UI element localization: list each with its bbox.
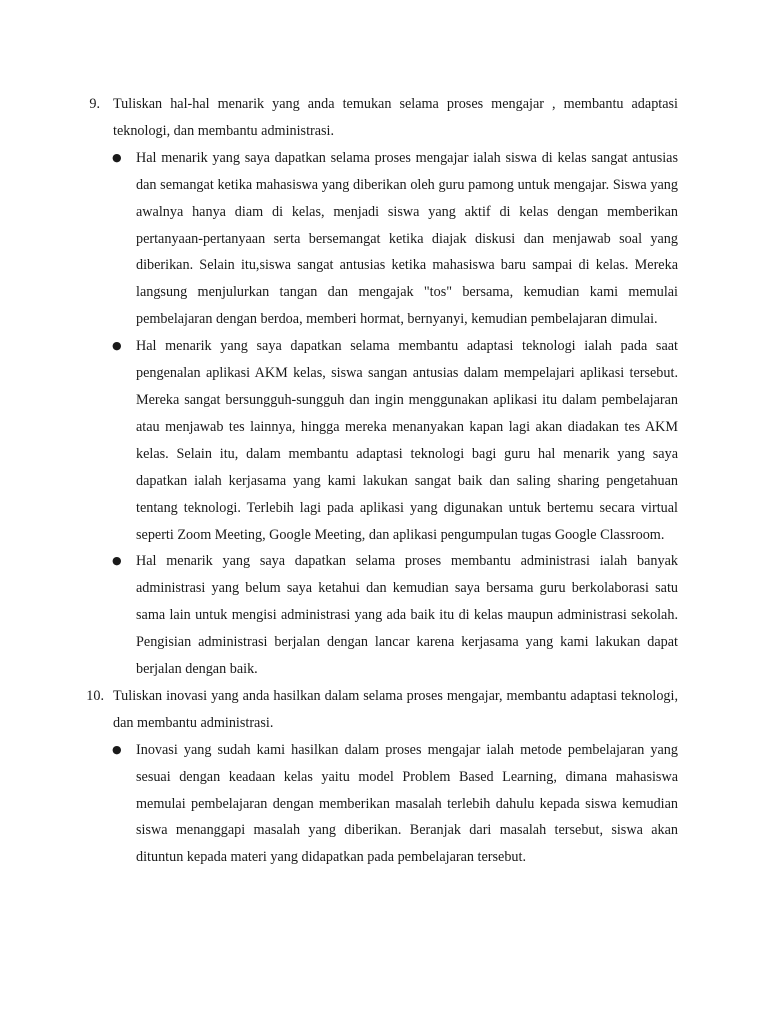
answer-list (0, 145, 768, 683)
answer-text: Hal menarik yang saya dapatkan selama membantu adaptasi teknologi ialah pada saat pengenalan aplikasi AKM kelas, siswa sangan antusias dalam mempelajari aplikasi tersebut. Mereka sangat bersungguh-sungguh dan ingin menggunakan aplikasi itu dalam pembelajaran atau menjawab tes lainnya, hingga mereka menanyakan kapan lagi akan diadakan tes AKM kelas. Selain itu, dalam membantu adaptasi teknologi bagi guru hal menarik yang saya dapatkan ialah kerjasama yang kami lakukan sangat baik dan saling sharing pengetahuan tentang teknologi. Terlebih lagi pada aplikasi yang digunakan untuk bertemu secara virtual seperti Zoom Meeting, Google Meeting, dan aplikasi pengumpulan tugas Google Classroom. (136, 338, 678, 543)
list-item (0, 548, 678, 683)
question-number: 9. (89, 96, 100, 112)
answer-text: Inovasi yang sudah kami hasilkan dalam proses mengajar ialah metode pembelajaran yang sesuai dengan keadaan kelas yaitu model Problem Based Learning, dimana mahasiswa memulai pembelajaran dengan memberikan masalah terlebih dahulu kepada siswa kemudian siswa menanggapi masalah yang diberikan. Beranjak dari masalah tersebut, siswa akan dituntun kepada materi yang didapatkan pada pembelajaran tersebut. (136, 741, 678, 866)
answer-list (0, 737, 768, 872)
list-item (0, 737, 678, 872)
answer-text: Hal menarik yang saya dapatkan selama proses membantu administrasi ialah banyak administrasi yang belum saya ketahui dan kemudian saya bersama guru berkolaborasi satu sama lain untuk mengisi administrasi yang ada baik itu di kelas maupun administrasi sekolah. Pengisian administrasi berjalan dengan lancar karena kerjasama yang kami lakukan dapat berjalan dengan baik. (136, 553, 678, 678)
bullet-icon: ● (112, 150, 122, 164)
list-item (0, 333, 678, 548)
list-item (0, 145, 678, 333)
answer-text: Hal menarik yang saya dapatkan selama proses mengajar ialah siswa di kelas sangat antusias dan semangat ketika mahasiswa yang diberikan oleh guru pamong untuk mengajar. Siswa yang awalnya hanya diam di kelas, menjadi siswa yang aktif di kelas dengan memberikan pertanyaan-pertanyaan serta bersemangat ketika diajak diskusi dan menjawab soal yang diberikan. Selain itu,siswa sangat antusias ketika mahasiswa baru sampai di kelas. Mereka langsung menjulurkan tangan dan mengajak "tos" bersama, kemudian kami memulai pembelajaran dengan berdoa, memberi hormat, bernyanyi, kemudian pembelajaran dimulai. (136, 149, 678, 328)
question-item-9 (0, 91, 678, 145)
question-text: Tuliskan inovasi yang anda hasilkan dalam selama proses mengajar, membantu adaptasi teknologi, dan membantu administrasi. (113, 687, 678, 731)
bullet-icon: ● (112, 339, 122, 353)
bullet-icon: ● (112, 742, 122, 756)
question-number: 10. (86, 687, 104, 704)
document-content (0, 91, 768, 871)
question-text: Tuliskan hal-hal menarik yang anda temukan selama proses mengajar , membantu adaptasi teknologi, dan membantu administrasi. (113, 96, 678, 139)
question-item-10 (0, 683, 678, 737)
bullet-icon: ● (112, 554, 122, 568)
